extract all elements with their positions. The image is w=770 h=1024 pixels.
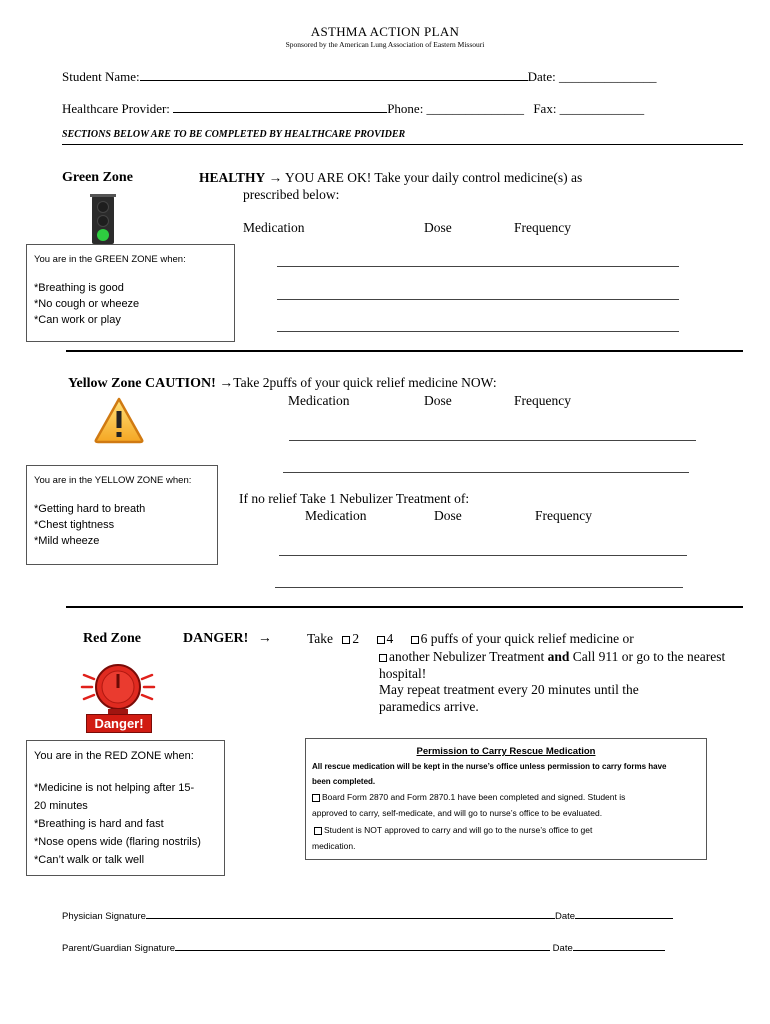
zone-divider [66, 350, 743, 352]
permission-title: Permission to Carry Rescue Medication [416, 746, 596, 757]
parent-date-label: Date [552, 943, 573, 954]
green-dose-header: Dose [424, 220, 452, 235]
red-zone-box [26, 740, 225, 876]
provider-row [62, 100, 644, 117]
green-medication-line[interactable] [277, 299, 679, 300]
physician-signature-input[interactable] [146, 908, 555, 919]
permission-line-1: All rescue medication will be kept in the nurse’s office unless permission to carry forms have [312, 762, 667, 771]
green-instruction-line1: YOU ARE OK! Take your daily control medicine(s) as [285, 170, 583, 185]
page-title: ASTHMA ACTION PLAN [310, 24, 460, 39]
physician-signature-label: Physician Signature [62, 911, 146, 922]
green-zone-box [26, 244, 235, 342]
red-line-5: paramedics arrive. [379, 699, 479, 714]
yellow-zone-title: Yellow Zone CAUTION! [68, 376, 216, 391]
yellow-instruction-text: Take 2puffs of your quick relief medicine NOW: [233, 375, 497, 390]
phone-label: Phone: _______________ [387, 101, 525, 116]
section-note: SECTIONS BELOW ARE TO BE COMPLETED BY HEALTHCARE PROVIDER [62, 129, 406, 140]
and-label: and [547, 649, 570, 664]
permission-box [305, 738, 707, 860]
nebulizer-instruction: If no relief Take 1 Nebulizer Treatment of: [239, 491, 470, 506]
yellow-arrow: → [219, 376, 234, 391]
yellow-instruction [68, 375, 497, 392]
parent-signature-row [62, 940, 665, 954]
physician-date-input[interactable] [575, 908, 673, 919]
red-line-2 [379, 649, 725, 665]
yellow-symptom: *Mild wheeze [34, 535, 100, 547]
section-divider [62, 144, 743, 145]
approved-text-1: Board Form 2870 and Form 2870.1 have been completed and signed. Student is [322, 792, 626, 802]
red-line-4: May repeat treatment every 20 minutes until the [379, 682, 639, 697]
date-label: Date: _______________ [527, 69, 657, 84]
not-approved-text-2: medication. [312, 841, 356, 851]
nebulizer-medication-header: Medication [305, 508, 367, 523]
physician-date-label: Date [554, 911, 576, 922]
nebulizer-option-checkbox[interactable] [379, 649, 389, 664]
red-arrow: → [257, 631, 272, 646]
yellow-frequency-header: Frequency [514, 393, 571, 408]
nebulizer-medication-line[interactable] [279, 555, 687, 556]
call-911-label: Call 911 or go to the nearest [572, 649, 726, 664]
danger-sign-text: Danger! [86, 714, 152, 733]
student-name-label: Student Name: [62, 69, 140, 84]
red-line-3: hospital! [379, 666, 427, 681]
red-symptom: *Medicine is not helping after 15- [34, 782, 195, 794]
yellow-medication-line[interactable] [283, 472, 689, 473]
green-box-heading: You are in the GREEN ZONE when: [34, 254, 186, 265]
healthy-label: HEALTHY [199, 170, 266, 185]
yellow-symptom: *Chest tightness [34, 519, 115, 531]
checkbox-icon [377, 636, 385, 644]
green-medication-line[interactable] [277, 331, 679, 332]
red-zone-title: Red Zone [83, 631, 141, 646]
yellow-symptom: *Getting hard to breath [34, 503, 146, 515]
green-arrow: → [268, 170, 283, 185]
green-medication-header: Medication [243, 220, 305, 235]
traffic-light-icon [90, 194, 116, 246]
checkbox-icon [411, 636, 419, 644]
page-subtitle: Sponsored by the American Lung Association of Eastern Missouri [285, 40, 485, 49]
not-approved-text-1: Student is NOT approved to carry and will go to the nurse’s office to get [324, 825, 593, 835]
red-symptom: 20 minutes [34, 800, 88, 812]
approved-text-2: approved to carry, self-medicate, and will go to nurse’s office to be evaluated. [312, 808, 603, 818]
provider-input[interactable] [173, 100, 387, 113]
student-name-row [62, 68, 657, 85]
red-symptom: *Can’t walk or talk well [34, 854, 145, 866]
parent-date-input[interactable] [573, 940, 665, 951]
red-box-heading: You are in the RED ZONE when: [34, 750, 194, 762]
green-instruction-line2: prescribed below: [243, 187, 340, 202]
parent-signature-label: Parent/Guardian Signature [62, 943, 176, 954]
nebulizer-option-label: another Nebulizer Treatment [389, 649, 545, 664]
option-6-checkbox[interactable] [411, 631, 634, 646]
nebulizer-dose-header: Dose [434, 508, 462, 523]
fax-label: Fax: _____________ [533, 101, 645, 116]
not-approved-checkbox[interactable] [314, 827, 322, 835]
yellow-dose-header: Dose [424, 393, 452, 408]
warning-icon [93, 396, 145, 444]
red-symptom: *Breathing is hard and fast [34, 818, 164, 830]
green-medication-line[interactable] [277, 266, 679, 267]
nebulizer-medication-line[interactable] [275, 587, 683, 588]
green-instruction [199, 170, 582, 186]
checkbox-icon [342, 636, 350, 644]
provider-label: Healthcare Provider: [62, 101, 170, 116]
option-4-checkbox[interactable] [377, 631, 394, 646]
yellow-box-heading: You are in the YELLOW ZONE when: [34, 475, 192, 486]
yellow-zone-box [26, 465, 218, 565]
checkbox-icon [379, 654, 387, 662]
approved-checkbox[interactable] [312, 794, 320, 802]
green-symptom: *No cough or wheeze [34, 298, 140, 310]
green-frequency-header: Frequency [514, 220, 571, 235]
danger-heading [183, 631, 272, 647]
permission-option-approved [312, 792, 625, 802]
option-2-checkbox[interactable] [342, 631, 359, 646]
parent-signature-input[interactable] [175, 940, 550, 951]
red-symptom: *Nose opens wide (flaring nostrils) [34, 836, 201, 848]
zone-divider [66, 606, 743, 608]
green-zone-title: Green Zone [62, 170, 133, 185]
option-6-label: 6 puffs of your quick relief medicine or [420, 631, 634, 646]
red-puffs-options [307, 631, 634, 647]
option-4-label: 4 [386, 631, 394, 646]
nebulizer-frequency-header: Frequency [535, 508, 592, 523]
green-symptom: *Breathing is good [34, 282, 124, 294]
permission-line-2: been completed. [312, 777, 376, 786]
green-symptom: *Can work or play [34, 314, 121, 326]
yellow-medication-header: Medication [288, 393, 350, 408]
danger-label: DANGER! [183, 631, 249, 646]
student-name-input[interactable] [140, 68, 528, 81]
yellow-medication-line[interactable] [289, 440, 696, 441]
permission-option-not-approved [314, 825, 592, 835]
physician-signature-row [62, 908, 673, 922]
option-2-label: 2 [352, 631, 360, 646]
take-label: Take [307, 631, 334, 646]
